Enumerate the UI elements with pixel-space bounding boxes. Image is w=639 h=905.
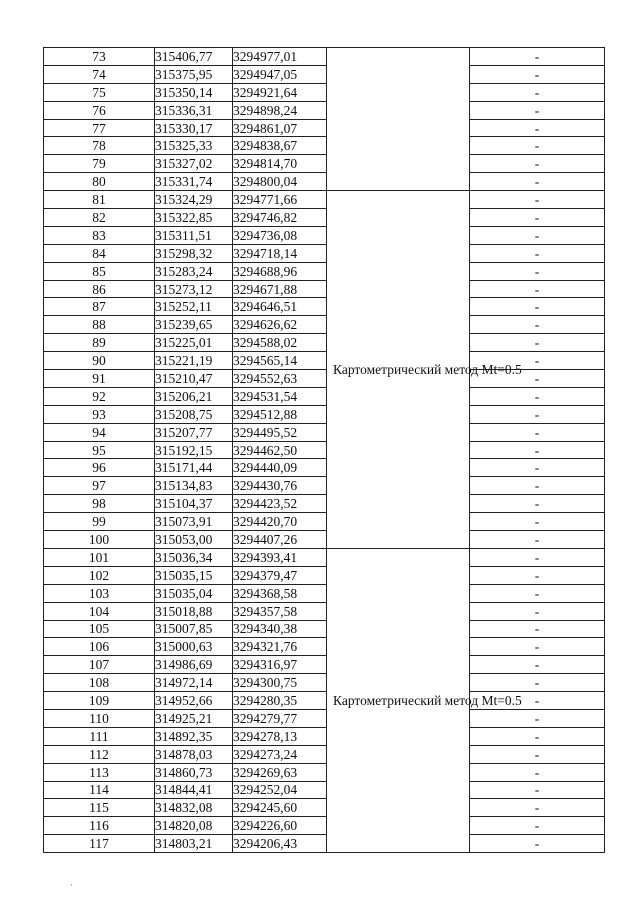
x-coordinate-cell: 315208,75 [155, 405, 233, 423]
note-cell: - [470, 727, 605, 745]
x-coordinate-cell: 314820,08 [155, 817, 233, 835]
note-cell: - [470, 191, 605, 209]
x-coordinate-cell: 314892,35 [155, 727, 233, 745]
y-coordinate-cell: 3294746,82 [233, 209, 327, 227]
point-number-cell: 88 [44, 316, 155, 334]
x-coordinate-cell: 315171,44 [155, 459, 233, 477]
table-row [44, 817, 605, 835]
table-row [44, 548, 605, 566]
note-cell: - [470, 584, 605, 602]
table-row [44, 763, 605, 781]
y-coordinate-cell: 3294226,60 [233, 817, 327, 835]
y-coordinate-cell: 3294379,47 [233, 566, 327, 584]
point-number-cell: 86 [44, 280, 155, 298]
x-coordinate-cell: 315134,83 [155, 477, 233, 495]
y-coordinate-cell: 3294278,13 [233, 727, 327, 745]
y-coordinate-cell: 3294273,24 [233, 745, 327, 763]
note-cell: - [470, 620, 605, 638]
note-cell: - [470, 441, 605, 459]
table-row [44, 799, 605, 817]
note-cell: - [470, 119, 605, 137]
note-cell: - [470, 262, 605, 280]
note-cell: - [470, 352, 605, 370]
method-label: Картометрический метод Mt=0.5 [333, 693, 522, 708]
x-coordinate-cell: 314803,21 [155, 835, 233, 853]
y-coordinate-cell: 3294921,64 [233, 83, 327, 101]
table-row [44, 173, 605, 191]
method-cell-empty [327, 48, 470, 191]
note-cell: - [470, 548, 605, 566]
table-row [44, 226, 605, 244]
x-coordinate-cell: 315375,95 [155, 65, 233, 83]
table-row [44, 441, 605, 459]
x-coordinate-cell: 315298,32 [155, 244, 233, 262]
y-coordinate-cell: 3294316,97 [233, 656, 327, 674]
y-coordinate-cell: 3294279,77 [233, 709, 327, 727]
x-coordinate-cell: 315225,01 [155, 334, 233, 352]
x-coordinate-cell: 315221,19 [155, 352, 233, 370]
note-cell: - [470, 799, 605, 817]
note-cell: - [470, 531, 605, 549]
y-coordinate-cell: 3294321,76 [233, 638, 327, 656]
x-coordinate-cell: 315104,37 [155, 495, 233, 513]
table-row [44, 191, 605, 209]
point-number-cell: 102 [44, 566, 155, 584]
x-coordinate-cell: 315273,12 [155, 280, 233, 298]
point-number-cell: 78 [44, 137, 155, 155]
table-row [44, 262, 605, 280]
point-number-cell: 117 [44, 835, 155, 853]
footer-mark: · [70, 880, 73, 890]
x-coordinate-cell: 314860,73 [155, 763, 233, 781]
y-coordinate-cell: 3294800,04 [233, 173, 327, 191]
y-coordinate-cell: 3294357,58 [233, 602, 327, 620]
table-row [44, 155, 605, 173]
x-coordinate-cell: 315322,85 [155, 209, 233, 227]
y-coordinate-cell: 3294393,41 [233, 548, 327, 566]
point-number-cell: 101 [44, 548, 155, 566]
y-coordinate-cell: 3294898,24 [233, 101, 327, 119]
note-cell: - [470, 656, 605, 674]
note-cell: - [470, 298, 605, 316]
table-row [44, 835, 605, 853]
y-coordinate-cell: 3294771,66 [233, 191, 327, 209]
x-coordinate-cell: 315206,21 [155, 387, 233, 405]
y-coordinate-cell: 3294495,52 [233, 423, 327, 441]
table-row [44, 423, 605, 441]
point-number-cell: 108 [44, 674, 155, 692]
y-coordinate-cell: 3294206,43 [233, 835, 327, 853]
note-cell: - [470, 495, 605, 513]
note-cell: - [470, 835, 605, 853]
table-row [44, 620, 605, 638]
y-coordinate-cell: 3294300,75 [233, 674, 327, 692]
table-row [44, 119, 605, 137]
point-number-cell: 105 [44, 620, 155, 638]
point-number-cell: 96 [44, 459, 155, 477]
y-coordinate-cell: 3294512,88 [233, 405, 327, 423]
table-row [44, 298, 605, 316]
point-number-cell: 116 [44, 817, 155, 835]
point-number-cell: 107 [44, 656, 155, 674]
point-number-cell: 75 [44, 83, 155, 101]
note-cell: - [470, 83, 605, 101]
y-coordinate-cell: 3294671,88 [233, 280, 327, 298]
point-number-cell: 109 [44, 692, 155, 710]
point-number-cell: 77 [44, 119, 155, 137]
point-number-cell: 92 [44, 387, 155, 405]
y-coordinate-cell: 3294588,02 [233, 334, 327, 352]
x-coordinate-cell: 315327,02 [155, 155, 233, 173]
table-row [44, 656, 605, 674]
note-cell: - [470, 513, 605, 531]
point-number-cell: 80 [44, 173, 155, 191]
note-cell: - [470, 334, 605, 352]
point-number-cell: 82 [44, 209, 155, 227]
table-row [44, 459, 605, 477]
note-cell: - [470, 692, 605, 710]
table-row [44, 477, 605, 495]
x-coordinate-cell: 314832,08 [155, 799, 233, 817]
y-coordinate-cell: 3294838,67 [233, 137, 327, 155]
y-coordinate-cell: 3294947,05 [233, 65, 327, 83]
table-row [44, 244, 605, 262]
note-cell: - [470, 280, 605, 298]
point-number-cell: 94 [44, 423, 155, 441]
point-number-cell: 87 [44, 298, 155, 316]
point-number-cell: 95 [44, 441, 155, 459]
x-coordinate-cell: 315007,85 [155, 620, 233, 638]
point-number-cell: 103 [44, 584, 155, 602]
table-row [44, 566, 605, 584]
y-coordinate-cell: 3294245,60 [233, 799, 327, 817]
x-coordinate-cell: 315053,00 [155, 531, 233, 549]
method-cell [327, 191, 522, 549]
x-coordinate-cell: 315325,33 [155, 137, 233, 155]
table-row [44, 209, 605, 227]
x-coordinate-cell: 315350,14 [155, 83, 233, 101]
y-coordinate-cell: 3294736,08 [233, 226, 327, 244]
point-number-cell: 73 [44, 48, 155, 66]
table-row [44, 674, 605, 692]
note-cell: - [470, 763, 605, 781]
note-cell: - [470, 209, 605, 227]
x-coordinate-cell: 315035,15 [155, 566, 233, 584]
y-coordinate-cell: 3294565,14 [233, 352, 327, 370]
note-cell: - [470, 405, 605, 423]
table-row [44, 65, 605, 83]
table-row [44, 781, 605, 799]
point-number-cell: 74 [44, 65, 155, 83]
y-coordinate-cell: 3294423,52 [233, 495, 327, 513]
method-cell [327, 548, 522, 852]
point-number-cell: 93 [44, 405, 155, 423]
y-coordinate-cell: 3294552,63 [233, 370, 327, 388]
note-cell: - [470, 781, 605, 799]
y-coordinate-cell: 3294440,09 [233, 459, 327, 477]
point-number-cell: 104 [44, 602, 155, 620]
note-cell: - [470, 370, 605, 388]
y-coordinate-cell: 3294280,35 [233, 692, 327, 710]
table-row [44, 602, 605, 620]
y-coordinate-cell: 3294688,96 [233, 262, 327, 280]
x-coordinate-cell: 315336,31 [155, 101, 233, 119]
x-coordinate-cell: 315311,51 [155, 226, 233, 244]
method-label: Картометрический метод Mt=0.5 [333, 362, 522, 378]
table-row [44, 709, 605, 727]
x-coordinate-cell: 315192,15 [155, 441, 233, 459]
x-coordinate-cell: 315330,17 [155, 119, 233, 137]
table-row [44, 405, 605, 423]
y-coordinate-cell: 3294420,70 [233, 513, 327, 531]
note-cell: - [470, 65, 605, 83]
point-number-cell: 99 [44, 513, 155, 531]
x-coordinate-cell: 314925,21 [155, 709, 233, 727]
point-number-cell: 98 [44, 495, 155, 513]
point-number-cell: 91 [44, 370, 155, 388]
x-coordinate-cell: 315239,65 [155, 316, 233, 334]
x-coordinate-cell: 315035,04 [155, 584, 233, 602]
table-row [44, 316, 605, 334]
note-cell: - [470, 48, 605, 66]
table-row [44, 48, 605, 66]
y-coordinate-cell: 3294646,51 [233, 298, 327, 316]
note-cell: - [470, 674, 605, 692]
table-row [44, 495, 605, 513]
note-cell: - [470, 244, 605, 262]
table-row [44, 101, 605, 119]
note-cell: - [470, 459, 605, 477]
y-coordinate-cell: 3294407,26 [233, 531, 327, 549]
table-row [44, 83, 605, 101]
y-coordinate-cell: 3294977,01 [233, 48, 327, 66]
point-number-cell: 97 [44, 477, 155, 495]
point-number-cell: 81 [44, 191, 155, 209]
note-cell: - [470, 173, 605, 191]
note-cell: - [470, 316, 605, 334]
note-cell: - [470, 137, 605, 155]
point-number-cell: 113 [44, 763, 155, 781]
x-coordinate-cell: 315073,91 [155, 513, 233, 531]
coordinates-table [43, 47, 605, 853]
point-number-cell: 110 [44, 709, 155, 727]
x-coordinate-cell: 315000,63 [155, 638, 233, 656]
x-coordinate-cell: 315324,29 [155, 191, 233, 209]
x-coordinate-cell: 314952,66 [155, 692, 233, 710]
point-number-cell: 76 [44, 101, 155, 119]
x-coordinate-cell: 315210,47 [155, 370, 233, 388]
note-cell: - [470, 387, 605, 405]
note-cell: - [470, 566, 605, 584]
x-coordinate-cell: 315036,34 [155, 548, 233, 566]
point-number-cell: 106 [44, 638, 155, 656]
table-row [44, 531, 605, 549]
x-coordinate-cell: 315252,11 [155, 298, 233, 316]
y-coordinate-cell: 3294861,07 [233, 119, 327, 137]
y-coordinate-cell: 3294340,38 [233, 620, 327, 638]
point-number-cell: 114 [44, 781, 155, 799]
table-row [44, 638, 605, 656]
table-row [44, 280, 605, 298]
x-coordinate-cell: 314844,41 [155, 781, 233, 799]
point-number-cell: 100 [44, 531, 155, 549]
x-coordinate-cell: 315207,77 [155, 423, 233, 441]
table-row [44, 745, 605, 763]
y-coordinate-cell: 3294430,76 [233, 477, 327, 495]
table-row [44, 334, 605, 352]
note-cell: - [470, 477, 605, 495]
point-number-cell: 112 [44, 745, 155, 763]
note-cell: - [470, 709, 605, 727]
point-number-cell: 79 [44, 155, 155, 173]
point-number-cell: 111 [44, 727, 155, 745]
note-cell: - [470, 745, 605, 763]
note-cell: - [470, 226, 605, 244]
note-cell: - [470, 817, 605, 835]
y-coordinate-cell: 3294252,04 [233, 781, 327, 799]
y-coordinate-cell: 3294269,63 [233, 763, 327, 781]
note-cell: - [470, 423, 605, 441]
table-row [44, 727, 605, 745]
x-coordinate-cell: 314878,03 [155, 745, 233, 763]
x-coordinate-cell: 315406,77 [155, 48, 233, 66]
y-coordinate-cell: 3294531,54 [233, 387, 327, 405]
x-coordinate-cell: 314972,14 [155, 674, 233, 692]
note-cell: - [470, 602, 605, 620]
note-cell: - [470, 638, 605, 656]
x-coordinate-cell: 314986,69 [155, 656, 233, 674]
coordinates-table-body [44, 48, 605, 853]
y-coordinate-cell: 3294718,14 [233, 244, 327, 262]
point-number-cell: 85 [44, 262, 155, 280]
note-cell: - [470, 155, 605, 173]
y-coordinate-cell: 3294814,70 [233, 155, 327, 173]
x-coordinate-cell: 315331,74 [155, 173, 233, 191]
table-row [44, 387, 605, 405]
y-coordinate-cell: 3294626,62 [233, 316, 327, 334]
table-row [44, 513, 605, 531]
y-coordinate-cell: 3294368,58 [233, 584, 327, 602]
note-cell: - [470, 101, 605, 119]
point-number-cell: 90 [44, 352, 155, 370]
x-coordinate-cell: 315283,24 [155, 262, 233, 280]
point-number-cell: 89 [44, 334, 155, 352]
point-number-cell: 115 [44, 799, 155, 817]
table-row [44, 137, 605, 155]
point-number-cell: 84 [44, 244, 155, 262]
point-number-cell: 83 [44, 226, 155, 244]
y-coordinate-cell: 3294462,50 [233, 441, 327, 459]
table-row [44, 584, 605, 602]
x-coordinate-cell: 315018,88 [155, 602, 233, 620]
